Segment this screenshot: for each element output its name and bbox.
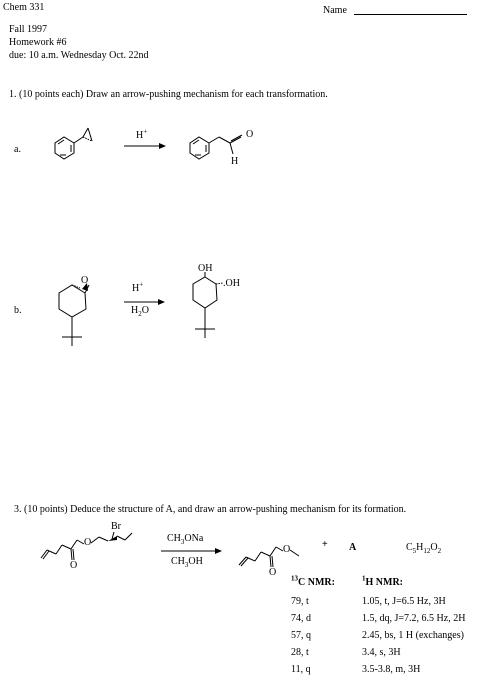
part-a-reagent: H+ <box>136 127 148 141</box>
h1-nmr-header: $^1$H NMR: <box>362 574 403 588</box>
reactant-bromine: Br <box>111 521 121 532</box>
c13-nmr-header: $^{13}$C NMR: <box>291 574 335 588</box>
product-ester-oxygen: O <box>283 544 291 555</box>
part-b-epoxide-oxygen: O <box>81 275 89 286</box>
part-b-hydroxyl-1: OH <box>198 263 213 274</box>
part-b-label: b. <box>14 305 22 316</box>
h1-peak: 1.05, t, J=6.5 Hz, 3H <box>362 596 446 607</box>
unknown-a: A <box>349 542 357 553</box>
part-a-label: a. <box>14 144 21 155</box>
h1-peak: 3.5-3.8, m, 3H <box>362 664 421 675</box>
c13-peak: 11, q <box>291 664 311 675</box>
term: Fall 1997 <box>9 24 48 35</box>
question-1-prompt: 1. (10 points each) Draw an arrow-pushing mechanism for each transformation. <box>9 89 328 100</box>
homework-number: Homework #6 <box>9 37 67 48</box>
molecular-formula: $C_5H_{12}O_2$ <box>406 542 442 555</box>
part-a-aldehyde-oxygen: O <box>246 129 254 140</box>
product-carbonyl-oxygen: O <box>269 567 277 578</box>
question-3-prompt: 3. (10 points) Deduce the structure of A, and draw an arrow-pushing mechanism for its formation. <box>14 504 407 515</box>
plus-sign: + <box>322 539 328 550</box>
c13-peak: 74, d <box>291 613 311 624</box>
h1-peak: 3.4, s, 3H <box>362 647 401 658</box>
part-b-acid: H+ <box>132 280 144 294</box>
due-date: due: 10 a.m. Wednesday Oct. 22nd <box>9 50 149 61</box>
c13-peak: 28, t <box>291 647 309 658</box>
reagent-bottom: $CH_3OH$ <box>171 556 203 569</box>
c13-peak: 79, t <box>291 596 309 607</box>
part-b-hydroxyl-2: .OH <box>223 278 240 289</box>
reactant-carbonyl-oxygen: O <box>70 560 78 571</box>
c13-peak: 57, q <box>291 630 311 641</box>
part-b-solvent: $H_2O$ <box>131 305 149 318</box>
h1-peak: 1.5, dq, J=7.2, 6.5 Hz, 2H <box>362 613 466 624</box>
h1-peak: 2.45, bs, 1 H (exchanges) <box>362 630 464 641</box>
course-title: Chem 331 <box>3 2 45 13</box>
reactant-ester-oxygen: O <box>84 537 92 548</box>
part-a-aldehyde-h: H <box>231 156 239 167</box>
name-label: Name <box>323 5 347 16</box>
reagent-top: $CH_3ONa$ <box>167 533 204 546</box>
